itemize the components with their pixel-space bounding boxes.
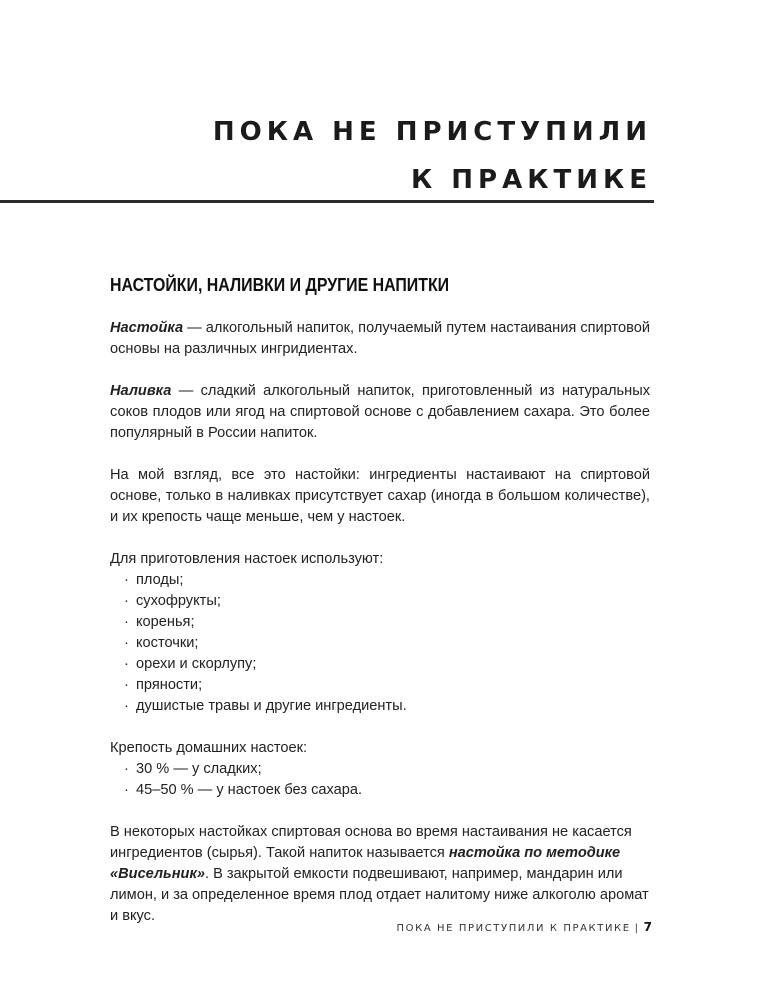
- term-nalivka: Наливка: [110, 383, 172, 399]
- list-item: · сухофрукты;: [124, 591, 650, 612]
- chapter-title: [213, 108, 652, 204]
- bullet-icon: ·: [124, 656, 129, 672]
- page-footer: [397, 920, 652, 934]
- ingredients-list: [110, 570, 650, 717]
- definition-nastoyka: — алкогольный напиток, получаемый путем настаивания спиртовой основы на различных ингридиентах.: [110, 320, 650, 357]
- paragraph-viselnik: В некоторых настойках спиртовая основа во время настаивания не касается ингредиентов (сырья). Такой напиток называется настойка по методике «Висельник». В закрытой емкости подвешивают, например, мандарин или лимон, и за определенное время плод отдает налитому ниже алкоголю аромат и вкус.: [110, 824, 649, 924]
- page-number: 7: [643, 920, 652, 934]
- list-item: · 30 % — у сладких;: [124, 759, 650, 780]
- strength-list-intro: Крепость домашних настоек:: [110, 740, 308, 756]
- term-nastoyka: Настойка: [110, 320, 184, 336]
- bullet-icon: ·: [124, 593, 129, 609]
- list-item: · косточки;: [124, 633, 650, 654]
- paragraph-nastoyka: [110, 318, 650, 360]
- bullet-icon: ·: [124, 761, 129, 777]
- list-item: · орехи и скорлупу;: [124, 654, 650, 675]
- list-item: · плоды;: [124, 570, 650, 591]
- bullet-icon: ·: [124, 635, 129, 651]
- term-viselnik: настойка по методике «Висельник»: [110, 845, 621, 882]
- body-text: [110, 318, 650, 948]
- definition-nalivka: — сладкий алкогольный напиток, приготовленный из натуральных соков плодов или ягод на спиртовой основе с добавлением сахара. Это более популярный в России напиток.: [110, 383, 650, 441]
- chapter-title-line-1: ПОКА НЕ ПРИСТУПИЛИ: [212, 117, 652, 147]
- footer-separator: |: [634, 923, 640, 934]
- paragraph-opinion: На мой взгляд, все это настойки: ингредиенты настаивают на спиртовой основе, только в наливках присутствует сахар (иногда в большом количестве), и их крепость чаще меньше, чем у настоек.: [110, 467, 650, 525]
- running-title: ПОКА НЕ ПРИСТУПИЛИ К ПРАКТИКЕ: [396, 923, 631, 934]
- list-item: · душистые травы и другие ингредиенты.: [124, 696, 650, 717]
- bullet-icon: ·: [124, 698, 129, 714]
- bullet-icon: ·: [124, 782, 129, 798]
- chapter-title-line-2: К ПРАКТИКЕ: [410, 165, 652, 195]
- list-item: · пряности;: [124, 675, 650, 696]
- bullet-icon: ·: [124, 572, 129, 588]
- section-heading: НАСТОЙКИ, НАЛИВКИ И ДРУГИЕ НАПИТКИ: [110, 274, 450, 295]
- strength-list: [110, 759, 650, 801]
- list-item: · 45–50 % — у настоек без сахара.: [124, 780, 650, 801]
- ingredients-list-intro: Для приготовления настоек используют:: [110, 551, 384, 567]
- chapter-divider: [0, 200, 654, 203]
- paragraph-nalivka: [110, 381, 650, 444]
- list-item: · коренья;: [124, 612, 650, 633]
- bullet-icon: ·: [124, 677, 129, 693]
- bullet-icon: ·: [124, 614, 129, 630]
